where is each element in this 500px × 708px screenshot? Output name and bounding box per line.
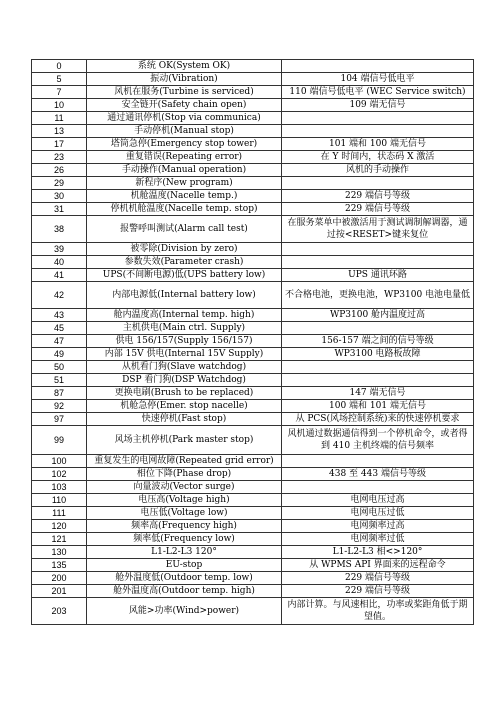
note-cell: 风机通过数据通信得到一个停机命令，或者得到 410 主机终端的信号频率: [282, 426, 474, 455]
note-cell: 229 端信号等级: [282, 190, 474, 203]
description-cell: 风能>功率(Wind>power): [87, 598, 282, 625]
note-cell: 从 WPMS API 界面来的远程命令: [282, 559, 474, 572]
table-row: [32, 112, 474, 125]
table-row: [32, 60, 474, 73]
note-cell: 147 端无信号: [282, 387, 474, 400]
status-code-cell: 42: [32, 282, 87, 309]
description-cell: 从机看门狗(Slave watchdog): [87, 361, 282, 374]
status-code-cell: 0: [32, 60, 87, 73]
status-code-cell: 201: [32, 585, 87, 598]
description-cell: 安全链开(Safety chain open): [87, 99, 282, 112]
table-row: [32, 125, 474, 138]
table-row: [32, 585, 474, 598]
note-cell: 电网频率过低: [282, 533, 474, 546]
status-code-cell: 31: [32, 203, 87, 216]
table-row: [32, 387, 474, 400]
note-cell: [282, 481, 474, 494]
description-cell: EU-stop: [87, 559, 282, 572]
status-code-cell: 39: [32, 243, 87, 256]
table-row: [32, 164, 474, 177]
note-cell: 从 PCS(风场控制系统)来的快速停机要求: [282, 413, 474, 426]
note-cell: [282, 455, 474, 468]
status-code-cell: 29: [32, 177, 87, 190]
description-cell: 新程序(New program): [87, 177, 282, 190]
note-cell: 电网频率过高: [282, 520, 474, 533]
table-row: [32, 335, 474, 348]
table-row: [32, 216, 474, 243]
note-cell: 在 Y 时间内，状态码 X 激活: [282, 151, 474, 164]
table-row: [32, 309, 474, 322]
note-cell: 电网电压过高: [282, 494, 474, 507]
note-cell: WP3100 舱内温度过高: [282, 309, 474, 322]
status-code-cell: 23: [32, 151, 87, 164]
note-cell: 风机的手动操作: [282, 164, 474, 177]
note-cell: [282, 177, 474, 190]
note-cell: [282, 322, 474, 335]
table-row: [32, 190, 474, 203]
status-code-cell: 49: [32, 348, 87, 361]
description-cell: 系统 OK(System OK): [87, 60, 282, 73]
description-cell: 更换电刷(Brush to be replaced): [87, 387, 282, 400]
status-code-cell: 38: [32, 216, 87, 243]
note-cell: 156-157 端之间的信号等级: [282, 335, 474, 348]
note-cell: UPS 通讯环路: [282, 269, 474, 282]
note-cell: 101 端和 100 端无信号: [282, 138, 474, 151]
note-cell: 在服务菜单中被激活用于测试调制解调器，通过按<RESET>键来复位: [282, 216, 474, 243]
status-code-cell: 203: [32, 598, 87, 625]
description-cell: 机舱温度(Nacelle temp.): [87, 190, 282, 203]
description-cell: 风场主机停机(Park master stop): [87, 426, 282, 455]
description-cell: 停机机舱温度(Nacelle temp. stop): [87, 203, 282, 216]
table-row: [32, 269, 474, 282]
note-cell: 229 端信号等级: [282, 585, 474, 598]
table-row: [32, 203, 474, 216]
note-cell: 100 端和 101 端无信号: [282, 400, 474, 413]
description-cell: 频率高(Frequency high): [87, 520, 282, 533]
description-cell: L1-L2-L3 120°: [87, 546, 282, 559]
description-cell: 向量波动(Vector surge): [87, 481, 282, 494]
table-row: [32, 546, 474, 559]
table-row: [32, 99, 474, 112]
table-row: [32, 282, 474, 309]
description-cell: UPS(不间断电源)低(UPS battery low): [87, 269, 282, 282]
status-code-cell: 92: [32, 400, 87, 413]
status-code-cell: 100: [32, 455, 87, 468]
status-code-cell: 50: [32, 361, 87, 374]
description-cell: DSP 看门狗(DSP Watchdog): [87, 374, 282, 387]
status-code-cell: 103: [32, 481, 87, 494]
status-code-cell: 30: [32, 190, 87, 203]
description-cell: 风机在服务(Turbine is serviced): [87, 86, 282, 99]
note-cell: [282, 361, 474, 374]
description-cell: 机舱急停(Emer. stop nacelle): [87, 400, 282, 413]
status-code-cell: 11: [32, 112, 87, 125]
table-row: [32, 494, 474, 507]
status-code-cell: 120: [32, 520, 87, 533]
table-row: [32, 348, 474, 361]
description-cell: 被零除(Division by zero): [87, 243, 282, 256]
description-cell: 供电 156/157(Supply 156/157): [87, 335, 282, 348]
status-code-table: [31, 59, 474, 625]
status-code-cell: 45: [32, 322, 87, 335]
table-row: [32, 322, 474, 335]
description-cell: 电压低(Voltage low): [87, 507, 282, 520]
status-code-cell: 200: [32, 572, 87, 585]
note-cell: 229 端信号等级: [282, 203, 474, 216]
note-cell: [282, 125, 474, 138]
table-row: [32, 177, 474, 190]
note-cell: [282, 374, 474, 387]
status-code-cell: 47: [32, 335, 87, 348]
status-code-cell: 26: [32, 164, 87, 177]
table-row: [32, 73, 474, 86]
note-cell: 438 至 443 端信号等级: [282, 468, 474, 481]
description-cell: 频率低(Frequency low): [87, 533, 282, 546]
status-code-cell: 130: [32, 546, 87, 559]
status-code-cell: 111: [32, 507, 87, 520]
note-cell: 104 端信号低电平: [282, 73, 474, 86]
status-code-cell: 17: [32, 138, 87, 151]
table-row: [32, 468, 474, 481]
status-code-cell: 121: [32, 533, 87, 546]
description-cell: 手动操作(Manual operation): [87, 164, 282, 177]
status-code-cell: 102: [32, 468, 87, 481]
status-code-cell: 40: [32, 256, 87, 269]
description-cell: 内部电源低(Internal battery low): [87, 282, 282, 309]
table-row: [32, 413, 474, 426]
description-cell: 主机供电(Main ctrl. Supply): [87, 322, 282, 335]
description-cell: 报警呼叫测试(Alarm call test): [87, 216, 282, 243]
table-row: [32, 426, 474, 455]
table-row: [32, 138, 474, 151]
description-cell: 重复错误(Repeating error): [87, 151, 282, 164]
table-row: [32, 86, 474, 99]
note-cell: 110 端信号低电平 (WEC Service switch): [282, 86, 474, 99]
status-code-cell: 13: [32, 125, 87, 138]
status-code-cell: 43: [32, 309, 87, 322]
status-code-cell: 7: [32, 86, 87, 99]
description-cell: 相位下降(Phase drop): [87, 468, 282, 481]
status-code-cell: 99: [32, 426, 87, 455]
table-row: [32, 243, 474, 256]
table-row: [32, 481, 474, 494]
table-row: [32, 507, 474, 520]
table-row: [32, 374, 474, 387]
status-code-cell: 135: [32, 559, 87, 572]
note-cell: WP3100 电路板故障: [282, 348, 474, 361]
note-cell: L1-L2-L3 相<>120°: [282, 546, 474, 559]
description-cell: 振动(Vibration): [87, 73, 282, 86]
description-cell: 舱外温度高(Outdoor temp. high): [87, 585, 282, 598]
table-row: [32, 151, 474, 164]
table-row: [32, 559, 474, 572]
note-cell: [282, 112, 474, 125]
status-code-cell: 110: [32, 494, 87, 507]
table-row: [32, 572, 474, 585]
status-code-cell: 41: [32, 269, 87, 282]
description-cell: 电压高(Voltage high): [87, 494, 282, 507]
description-cell: 塔筒急停(Emergency stop tower): [87, 138, 282, 151]
description-cell: 手动停机(Manual stop): [87, 125, 282, 138]
note-cell: 109 端无信号: [282, 99, 474, 112]
description-cell: 重复发生的电网故障(Repeated grid error): [87, 455, 282, 468]
note-cell: [282, 60, 474, 73]
table-row: [32, 533, 474, 546]
note-cell: [282, 256, 474, 269]
note-cell: 229 端信号等级: [282, 572, 474, 585]
note-cell: [282, 243, 474, 256]
table-row: [32, 361, 474, 374]
table-row: [32, 455, 474, 468]
table-row: [32, 400, 474, 413]
status-code-cell: 87: [32, 387, 87, 400]
description-cell: 快速停机(Fast stop): [87, 413, 282, 426]
status-code-cell: 10: [32, 99, 87, 112]
description-cell: 参数失效(Parameter crash): [87, 256, 282, 269]
note-cell: 电网电压过低: [282, 507, 474, 520]
table-row: [32, 598, 474, 625]
status-code-cell: 51: [32, 374, 87, 387]
description-cell: 通过通讯停机(Stop via communica): [87, 112, 282, 125]
description-cell: 舱外温度低(Outdoor temp. low): [87, 572, 282, 585]
note-cell: 内部计算。与风速相比，功率或桨距角低于期望值。: [282, 598, 474, 625]
description-cell: 内部 15V 供电(Internal 15V Supply): [87, 348, 282, 361]
status-code-cell: 5: [32, 73, 87, 86]
table-row: [32, 256, 474, 269]
description-cell: 舱内温度高(Internal temp. high): [87, 309, 282, 322]
status-code-cell: 97: [32, 413, 87, 426]
table-row: [32, 520, 474, 533]
note-cell: 不合格电池，更换电池，WP3100 电池电量低: [282, 282, 474, 309]
